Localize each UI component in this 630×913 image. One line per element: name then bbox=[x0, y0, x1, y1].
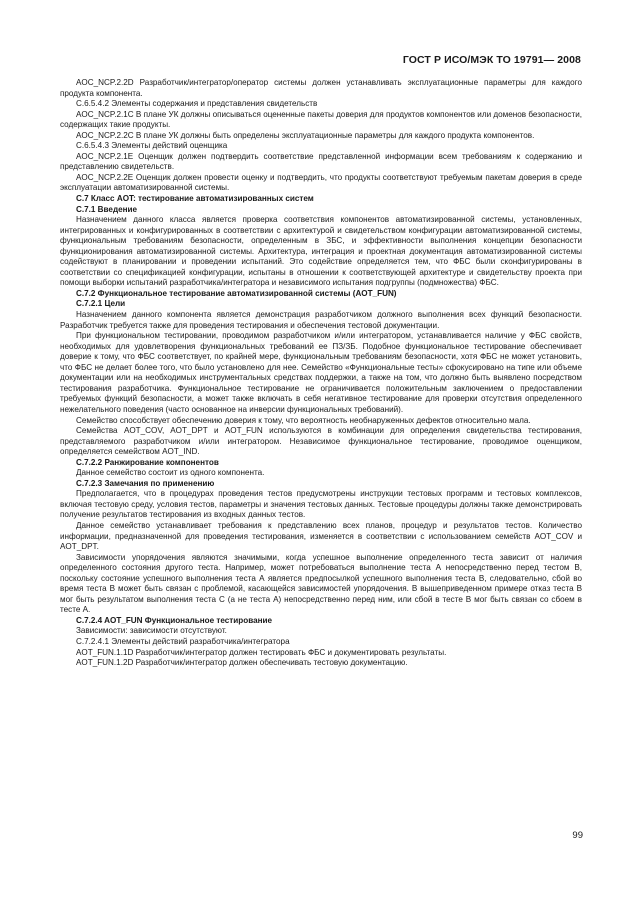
paragraph: Данное семейство устанавливает требования к представлению всех планов, процедур и результатов тестов. Количество информации, предназначенной для проведения тестирования, изменяется в соответствии с использованием семейств AOT_COV и AOT_DPT. bbox=[60, 520, 582, 552]
section-heading: C.7.2.1 Цели bbox=[76, 299, 126, 309]
paragraph: AOT_FUN.1.1D Разработчик/интегратор должен тестировать ФБС и документировать результаты. bbox=[76, 647, 447, 657]
document-header: ГОСТ Р ИСО/МЭК ТО 19791— 2008 bbox=[402, 54, 581, 66]
paragraph: Назначением данного компонента является демонстрация разработчиком должного выполнения всех функций безопасности. Разработчик требуется также для проведения тестирования и обеспечения тестовой документации. bbox=[60, 310, 582, 330]
section-heading: C.7.2.2 Ранжирование компонентов bbox=[76, 457, 219, 467]
paragraph: AOC_NCP.2.2D Разработчик/интегратор/оператор системы должен устанавливать эксплуатационные параметры для каждого продукта компонента. bbox=[60, 78, 582, 98]
paragraph: AOT_FUN.1.2D Разработчик/интегратор должен обеспечивать тестовую документацию. bbox=[76, 658, 408, 668]
section-heading: C.7.2 Функциональное тестирование автоматизированной системы (AOT_FUN) bbox=[76, 288, 397, 298]
section-heading: C.7.2.3 Замечания по применению bbox=[76, 478, 215, 488]
paragraph: Назначением данного класса является проверка соответствия компонентов автоматизированной системы, установленных, интегрированных и конфигурированных в соответствии с архитектурой и свидетельством конфигурации автоматизированной системы, функциональным требованиям безопасности, определенным в ЗБС, и эффективности выполнения концепции безопасности функционирования автоматизированной системы. Архитектура, интеграция и проектная документация автоматизированной системы содействуют в планировании и проведении испытаний. Это содействие определяется тем, что ФБС были сконфигурированы в соответствии со спецификацией конфигурации, испытаны в отношении к соответствующей архитектуре и свидетельству проекта при помощи выборки испытаний разработчика/интегратора и независимого испытания подгруппы (подмножества) ФБС. bbox=[60, 215, 582, 288]
paragraph: Данное семейство состоит из одного компонента. bbox=[76, 468, 265, 478]
document-body bbox=[60, 78, 582, 669]
paragraph: AOC_NCP.2.1E Оценщик должен подтвердить соответствие представленной информации всем требованиям к содержанию и представлению свидетельств. bbox=[60, 151, 582, 172]
paragraph: C.6.5.4.2 Элементы содержания и представления свидетельств bbox=[76, 99, 318, 109]
paragraph: AOC_NCP.2.2E Оценщик должен провести оценку и подтвердить, что продукты соответствуют требуемым пакетам доверия в среде эксплуатации автоматизированной системы. bbox=[60, 172, 582, 193]
page-number: 99 bbox=[572, 830, 583, 841]
paragraph: Семейство способствует обеспечению доверия к тому, что вероятность необнаруженных дефектов относительно мала. bbox=[76, 415, 531, 425]
paragraph: Зависимости: зависимости отсутствуют. bbox=[76, 626, 227, 636]
paragraph: AOC_NCP.2.1C В плане УК должны описываться оцененные пакеты доверия для продуктов компонентов или доменов безопасности, содержащих такие продукты. bbox=[60, 109, 582, 130]
section-heading: C.7.1 Введение bbox=[76, 204, 138, 214]
paragraph: При функциональном тестировании, проводимом разработчиком и/или интегратором, устанавливается наличие у ФБС свойств, необходимых для удовлетворения функциональных требований ее ПЗ/ЗБ. Подобное функциональное тестирование обеспечивает доверие к тому, что ФБС соответствует, по крайней мере, функциональным требованиям безопасности, хотя ФБС не может установить, что ФБС не делает более того, что было установлено для нее. Семейство «Функциональные тесты» сфокусировано на типе или объеме документации или на необходимых инструментальных средствах поддержки, а также на том, что должно быть выявлено посредством тестирования разработчика. Функциональное тестирование не ограничивается положительным заключением о предоставлении требуемых функций безопасности, а может также включать в себя негативное тестирование для проверки отсутствия определенного нежелательного поведения (часто основанное на инверсии функциональных требований). bbox=[60, 331, 582, 414]
section-heading: C.7.2.4 AOT_FUN Функциональное тестирование bbox=[76, 615, 273, 625]
paragraph: Семейства AOT_COV, AOT_DPT и AOT_FUN используются в комбинации для определения свидетельства тестирования, представляемого разработчиком и/или интегратором. Независимое функциональное тестирование, проводимое оценщиком, определяется семейством AOT_IND. bbox=[60, 426, 582, 457]
paragraph: C.6.5.4.3 Элементы действий оценщика bbox=[76, 141, 228, 151]
paragraph: Предполагается, что в процедурах проведения тестов предусмотрены инструкции тестовых программ и тестовых комплексов, включая тестовую среду, условия тестов, параметры и значения тестовых данных. Тестовые процедуры должны также демонстрировать получение результатов тестирования из входных данных тестов. bbox=[60, 489, 582, 520]
paragraph: C.7.2.4.1 Элементы действий разработчика/интегратора bbox=[76, 636, 290, 646]
paragraph: AOC_NCP.2.2C В плане УК должны быть определены эксплуатационные параметры для каждого продукта компонентов. bbox=[76, 130, 535, 140]
section-heading: C.7 Класс AOT: тестирование автоматизированных систем bbox=[76, 194, 314, 204]
paragraph: Зависимости упорядочения являются значимыми, когда успешное выполнение определенного теста зависит от наличия определенного состояния другого теста. Например, может потребоваться выполнение теста А непосредственно перед тестом В, поскольку состояние успешного выполнения теста А является предпосылкой успешного выполнения теста В, следовательно, сбой во время теста В может быть связан с проблемой, касающейся зависимостей упорядочения. В вышеприведенном примере отказ теста В мог быть результатом выполнения теста С (а не теста А) непосредственно перед ним, или сбой в тесте В мог быть связан со сбоем в тесте А. bbox=[60, 552, 582, 615]
